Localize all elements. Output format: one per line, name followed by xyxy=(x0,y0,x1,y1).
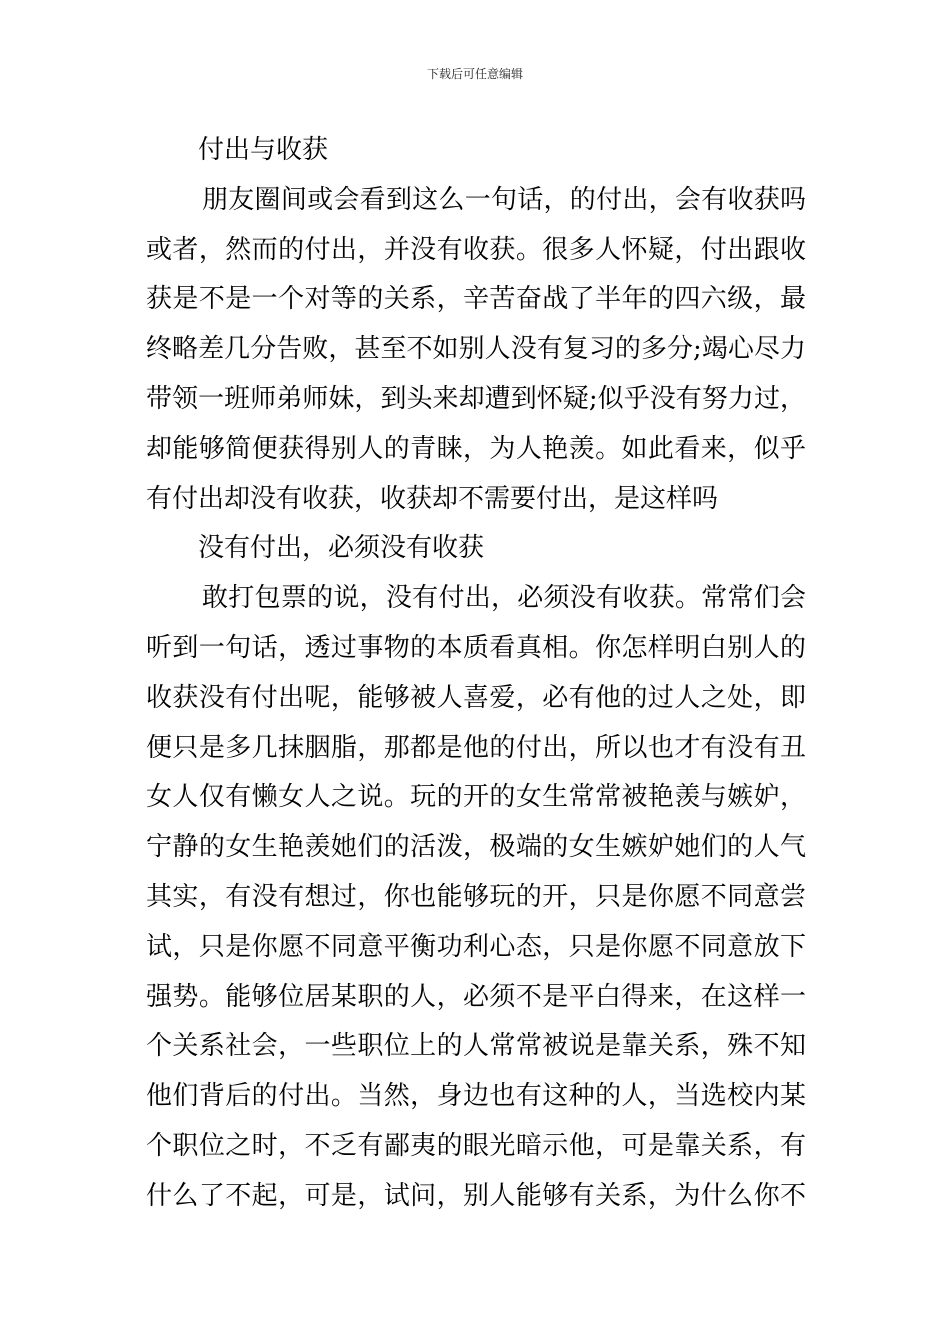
paragraph-line: 个职位之时，不乏有鄙夷的眼光暗示他，可是靠关系，有 xyxy=(146,1130,806,1161)
paragraph-line: 却能够简便获得别人的青睐，为人艳羡。如此看来，似乎 xyxy=(146,433,806,464)
paragraph-line: 听到一句话，透过事物的本质看真相。你怎样明白别人的 xyxy=(146,632,806,663)
paragraph-line: 强势。能够位居某职的人，必须不是平白得来，在这样一 xyxy=(146,981,806,1012)
document-body xyxy=(146,126,806,1222)
paragraph-line: 宁静的女生艳羡她们的活泼，极端的女生嫉妒她们的人气 xyxy=(146,832,806,863)
paragraph-line: 其实，有没有想过，你也能够玩的开，只是你愿不同意尝 xyxy=(146,881,806,912)
paragraph-line: 或者，然而的付出，并没有收获。很多人怀疑，付出跟收 xyxy=(146,234,806,265)
paragraph-line: 收获没有付出呢，能够被人喜爱，必有他的过人之处，即 xyxy=(146,682,806,713)
paragraph-line: 女人仅有懒女人之说。玩的开的女生常常被艳羡与嫉妒， xyxy=(146,782,806,813)
paragraph-line: 获是不是一个对等的关系，辛苦奋战了半年的四六级，最 xyxy=(146,284,806,315)
paragraph-line: 终略差几分告败，甚至不如别人没有复习的多分;竭心尽力 xyxy=(146,334,806,365)
page-header-note: 下载后可任意编辑 xyxy=(426,67,523,81)
paragraph-line: 什么了不起，可是，试问，别人能够有关系，为什么你不 xyxy=(146,1180,806,1211)
paragraph-line: 个关系社会，一些职位上的人常常被说是靠关系，殊不知 xyxy=(146,1031,806,1062)
paragraph-line: 敢打包票的说，没有付出，必须没有收获。常常们会 xyxy=(202,583,806,614)
paragraph-line: 有付出却没有收获，收获却不需要付出，是这样吗 xyxy=(146,483,719,514)
paragraph-line: 朋友圈间或会看到这么一句话，的付出，会有收获吗 xyxy=(202,184,806,215)
paragraph-line: 带领一班师弟师妹，到头来却遭到怀疑;似乎没有努力过， xyxy=(146,383,806,414)
section-title: 付出与收获 xyxy=(198,135,329,165)
paragraph-line: 他们背后的付出。当然，身边也有这种的人，当选校内某 xyxy=(146,1081,806,1112)
paragraph-line: 便只是多几抹胭脂，那都是他的付出，所以也才有没有丑 xyxy=(146,732,806,763)
section-title: 没有付出，必须没有收获 xyxy=(198,533,485,564)
paragraph-line: 试，只是你愿不同意平衡功利心态，只是你愿不同意放下 xyxy=(146,931,806,962)
